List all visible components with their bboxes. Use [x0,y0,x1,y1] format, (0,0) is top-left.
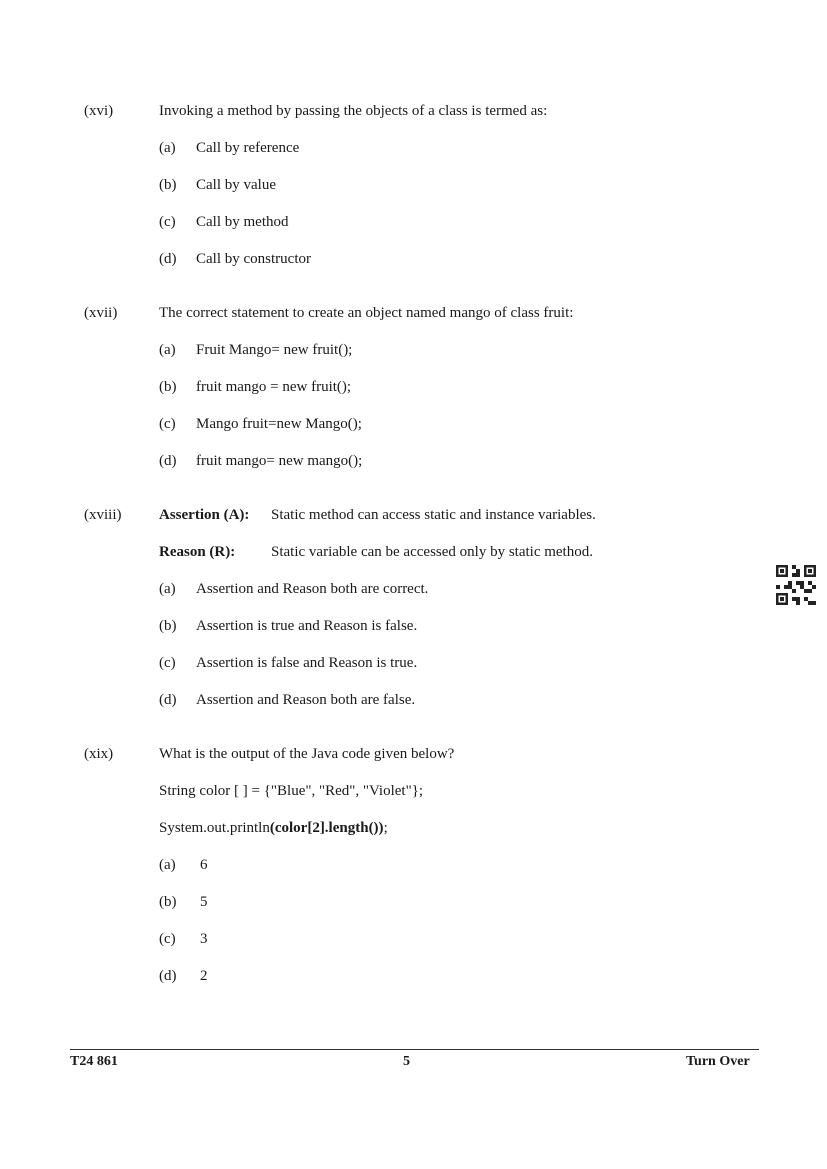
assertion-text: Static method can access static and instance variables. [271,507,596,523]
option-text: Call by reference [196,140,300,156]
code-suffix: ; [383,820,388,836]
option-label: (d) [159,968,177,984]
option-label: (c) [159,655,176,671]
question-number: (xvii) [84,305,118,321]
question-text: Invoking a method by passing the objects of a class is termed as: [159,103,548,119]
option-label: (b) [159,177,177,193]
option-label: (a) [159,140,176,156]
paper-code: T24 861 [70,1054,118,1069]
question-number: (xix) [84,746,114,762]
qr-code-icon [776,565,816,605]
question-number: (xvi) [84,103,114,119]
option-label: (b) [159,379,177,395]
option-label: (c) [159,416,176,432]
option-text: 3 [200,931,208,947]
option-label: (d) [159,251,177,267]
option-text: fruit mango= new mango(); [196,453,363,469]
option-text: Assertion is true and Reason is false. [196,618,418,634]
option-text: Call by constructor [196,251,311,267]
turn-over: Turn Over [686,1054,750,1069]
code-line [159,819,388,837]
option-text: Assertion is false and Reason is true. [196,655,418,671]
option-text: Assertion and Reason both are correct. [196,581,429,597]
option-text: fruit mango = new fruit(); [196,379,352,395]
option-label: (d) [159,692,177,708]
option-text: 5 [200,894,208,910]
option-text: Mango fruit=new Mango(); [196,416,362,432]
question-text: The correct statement to create an object named mango of class fruit: [159,305,574,321]
option-text: 6 [200,857,208,873]
option-label: (b) [159,618,177,634]
option-text: Fruit Mango= new fruit(); [196,342,353,358]
option-label: (b) [159,894,177,910]
reason-label: Reason (R): [159,544,236,560]
option-label: (a) [159,342,176,358]
option-label: (c) [159,214,176,230]
code-bold: (color[2].length()) [269,820,384,836]
question-number: (xviii) [84,507,122,523]
page-number: 5 [403,1054,410,1069]
footer-divider [70,1049,759,1050]
code-line: String color [ ] = {"Blue", "Red", "Violet"}; [159,783,424,799]
option-text: Call by method [196,214,289,230]
question-text: What is the output of the Java code given below? [159,746,455,762]
option-label: (c) [159,931,176,947]
option-text: Call by value [196,177,276,193]
option-text: 2 [200,968,208,984]
option-text: Assertion and Reason both are false. [196,692,416,708]
option-label: (a) [159,857,176,873]
option-label: (a) [159,581,176,597]
code-prefix: System.out.println [159,820,270,836]
option-label: (d) [159,453,177,469]
reason-text: Static variable can be accessed only by static method. [271,544,593,560]
assertion-label: Assertion (A): [159,507,250,523]
